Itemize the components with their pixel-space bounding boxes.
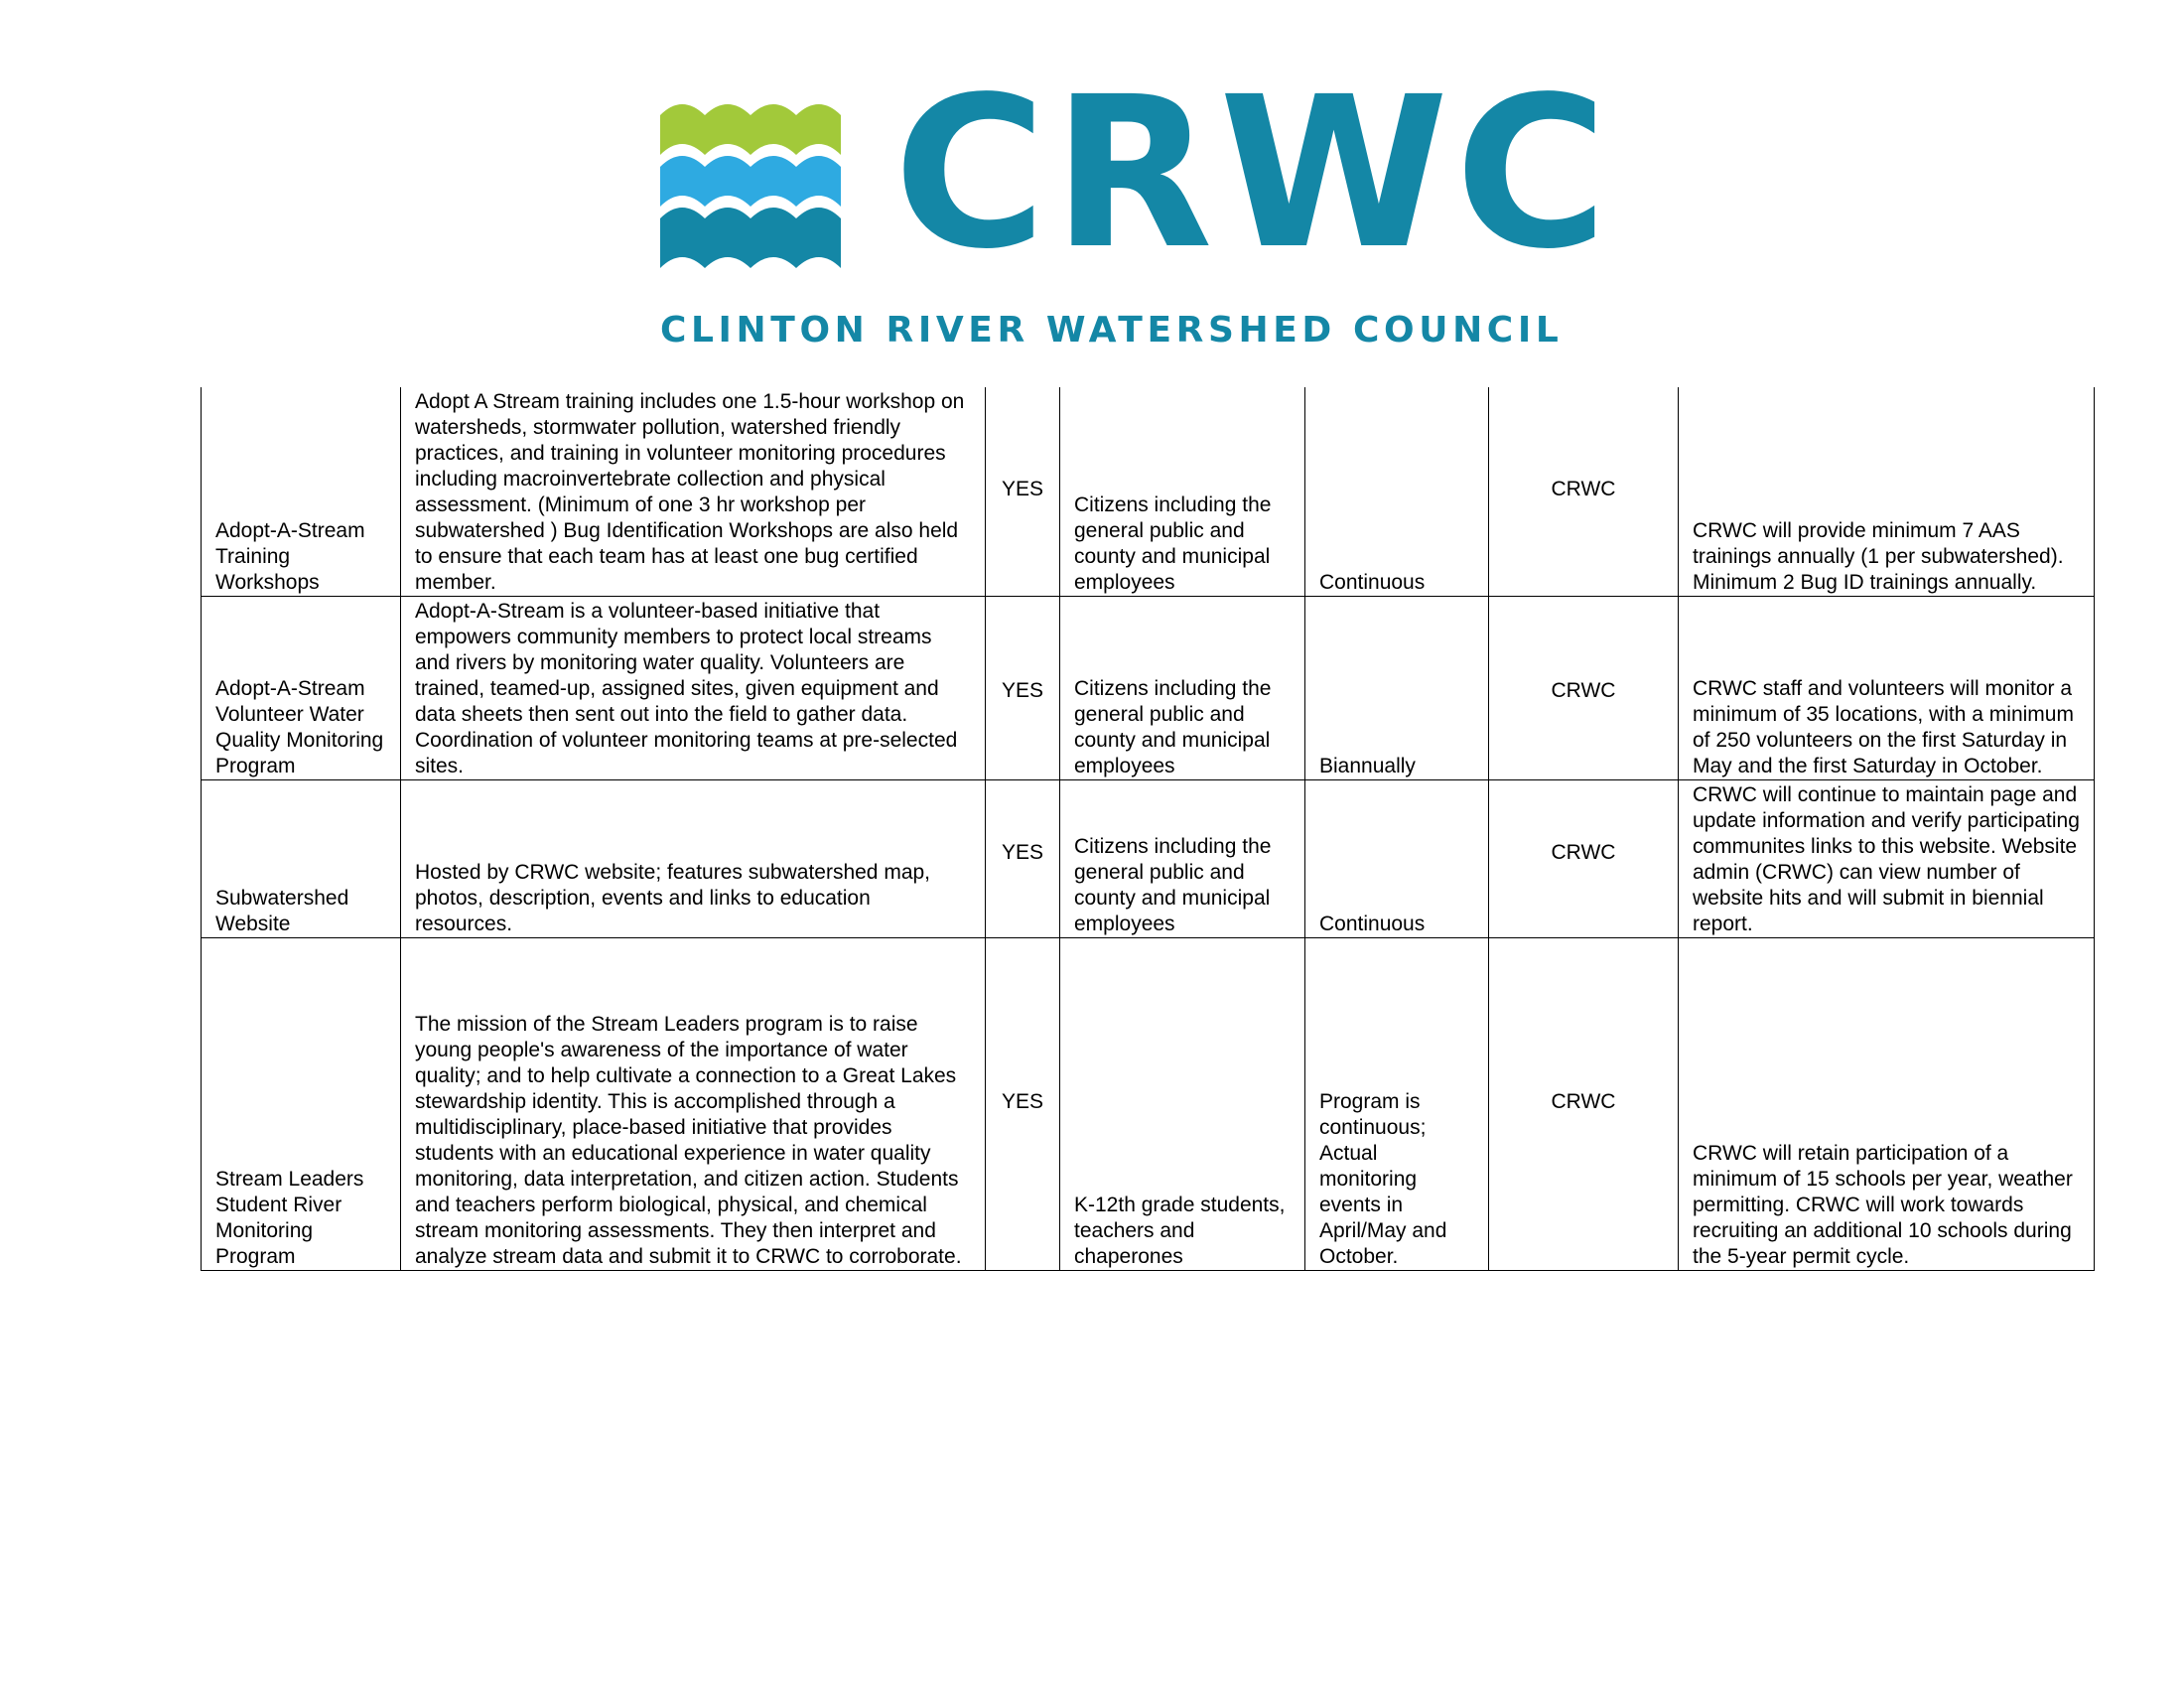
program-name-cell: Adopt-A-Stream Training Workshops (202, 387, 401, 597)
frequency-cell: Continuous (1305, 780, 1489, 938)
description-cell: Adopt A Stream training includes one 1.5-hour workshop on watersheds, stormwater pollution, watershed friendly practices, and training in volunteer monitoring procedures including macroinvertebrate collection and physical assessment. (Minimum of one 3 hr workshop per subwatershed ) Bug Identification Workshops are also held to ensure that each team has at least one bug certified member. (401, 387, 986, 597)
table-row (202, 938, 2095, 1271)
program-name-cell: Adopt-A-Stream Volunteer Water Quality Monitoring Program (202, 597, 401, 780)
flag-cell: YES (986, 780, 1060, 938)
frequency-cell: Continuous (1305, 387, 1489, 597)
description-cell: The mission of the Stream Leaders program is to raise young people's awareness of the importance of water quality; and to help cultivate a connection to a Great Lakes stewardship identity. This is accomplished through a multidisciplinary, place-based initiative that provides students with an educational experience in water quality monitoring, data interpretation, and citizen action. Students and teachers perform biological, physical, and chemical stream monitoring assessments. They then interpret and analyze stream data and submit it to CRWC to corroborate. (401, 938, 986, 1271)
outcome-cell: CRWC will provide minimum 7 AAS trainings annually (1 per subwatershed). Minimum 2 Bug ID trainings annually. (1679, 387, 2095, 597)
logo-tagline: CLINTON RIVER WATERSHED COUNCIL (660, 310, 1564, 351)
responsible-cell: CRWC (1489, 938, 1679, 1271)
responsible-cell: CRWC (1489, 780, 1679, 938)
waves-logo-icon (660, 97, 841, 268)
outcome-cell: CRWC will retain participation of a minimum of 15 schools per year, weather permitting. CRWC will work towards recruiting an additional 10 schools during the 5-year permit cycle. (1679, 938, 2095, 1271)
outcome-cell: CRWC staff and volunteers will monitor a minimum of 35 locations, with a minimum of 250 volunteers on the first Saturday in May and the first Saturday in October. (1679, 597, 2095, 780)
frequency-cell: Biannually (1305, 597, 1489, 780)
program-name-cell: Stream Leaders Student River Monitoring Program (202, 938, 401, 1271)
audience-cell: Citizens including the general public and county and municipal employees (1060, 780, 1305, 938)
audience-cell: Citizens including the general public and county and municipal employees (1060, 387, 1305, 597)
flag-cell: YES (986, 938, 1060, 1271)
frequency-cell: Program is continuous; Actual monitoring events in April/May and October. (1305, 938, 1489, 1271)
program-name-cell: Subwatershed Website (202, 780, 401, 938)
description-cell: Hosted by CRWC website; features subwatershed map, photos, description, events and links to education resources. (401, 780, 986, 938)
table-row (202, 597, 2095, 780)
logo-wordmark: CRWC (893, 52, 1614, 295)
description-cell: Adopt-A-Stream is a volunteer-based initiative that empowers community members to protect local streams and rivers by monitoring water quality. Volunteers are trained, teamed-up, assigned sites, given equipment and data sheets then sent out into the field to gather data. Coordination of volunteer monitoring teams at pre-selected sites. (401, 597, 986, 780)
responsible-cell: CRWC (1489, 597, 1679, 780)
audience-cell: K-12th grade students, teachers and chaperones (1060, 938, 1305, 1271)
page-header (0, 0, 2184, 377)
audience-cell: Citizens including the general public and county and municipal employees (1060, 597, 1305, 780)
table-row (202, 780, 2095, 938)
flag-cell: YES (986, 387, 1060, 597)
flag-cell: YES (986, 597, 1060, 780)
program-table (201, 387, 2095, 1271)
table-row (202, 387, 2095, 597)
outcome-cell: CRWC will continue to maintain page and update information and verify participating communites links to this website. Website admin (CRWC) can view number of website hits and will submit in biennial report. (1679, 780, 2095, 938)
responsible-cell: CRWC (1489, 387, 1679, 597)
